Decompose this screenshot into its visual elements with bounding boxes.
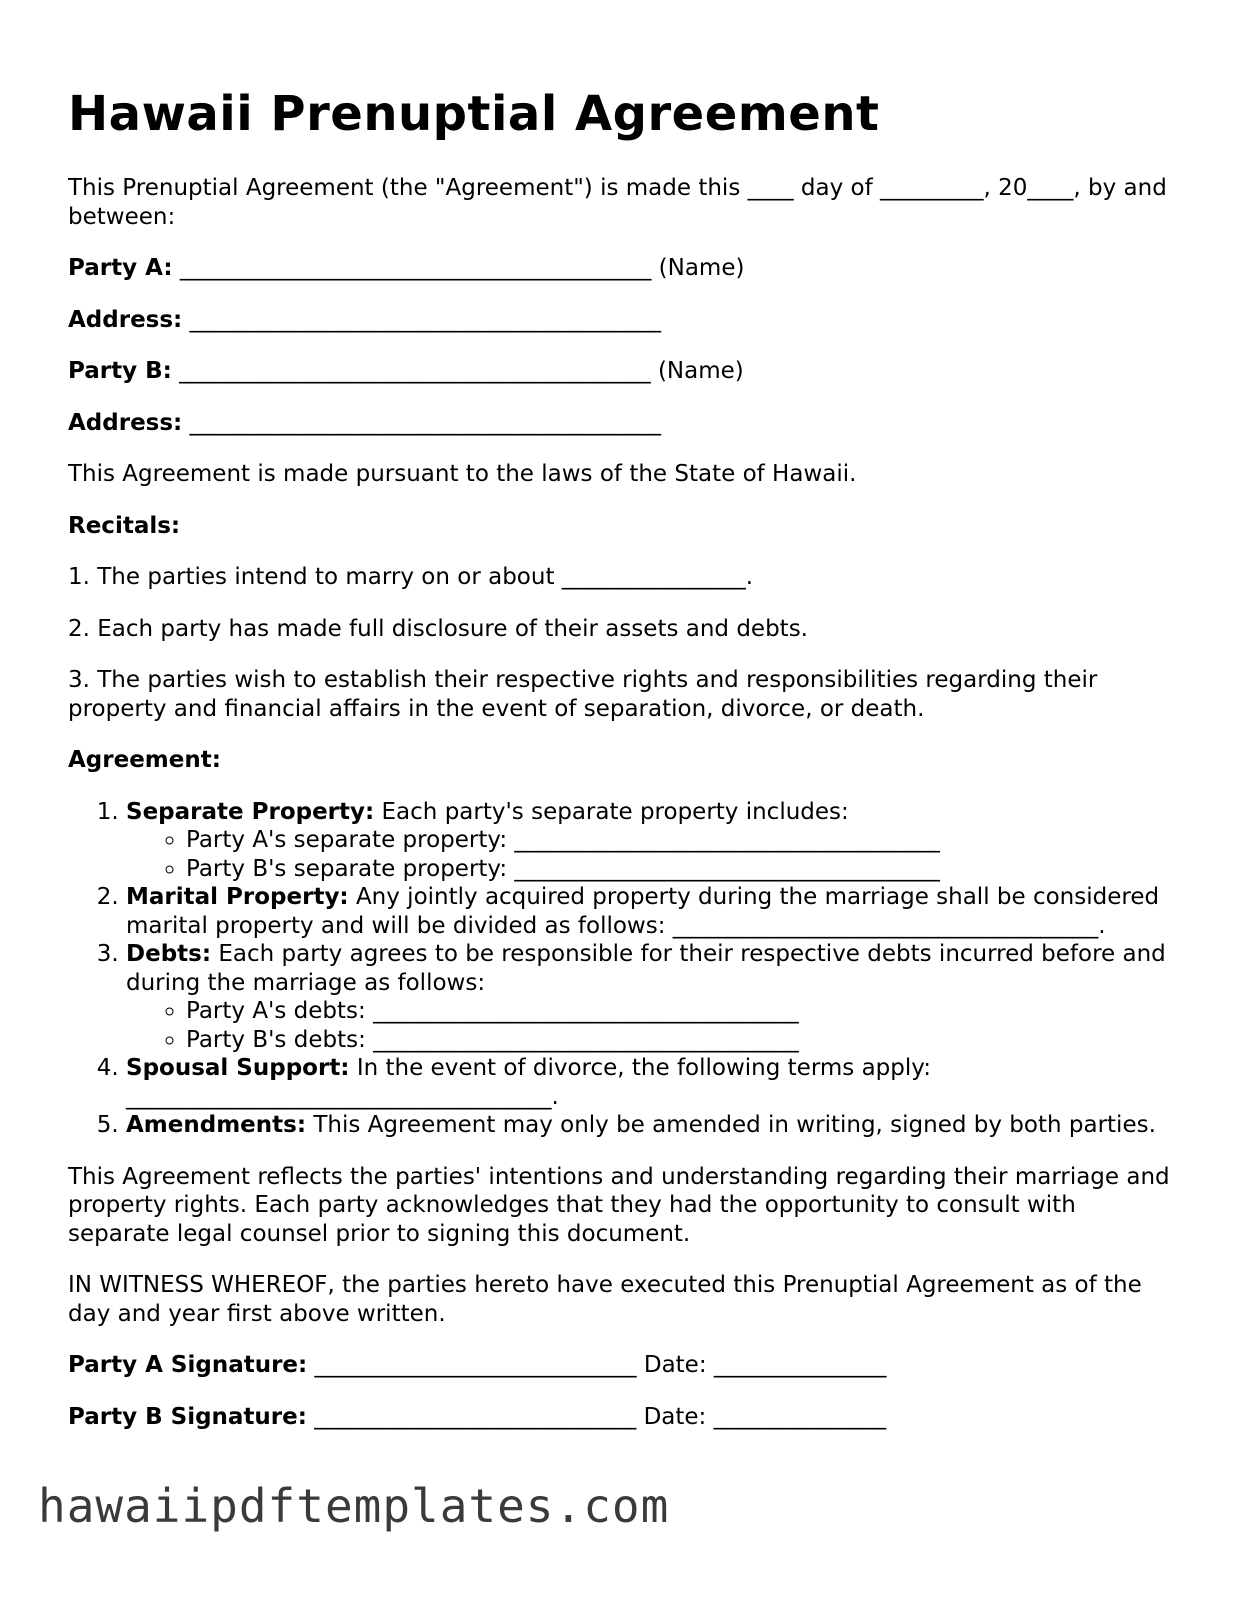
party-a-signature-field: ____________________________ Date: _______________: [307, 1352, 887, 1378]
sub-item: ◦ Party A's separate property: _____________________________________: [186, 826, 1178, 855]
agreement-list: [68, 798, 1178, 1140]
page-title: Hawaii Prenuptial Agreement: [68, 86, 880, 142]
agreement-item-spousal-support: [126, 1054, 1178, 1111]
agreement-item-label: Marital Property:: [126, 884, 349, 910]
party-a-signature-label: Party A Signature:: [68, 1352, 308, 1378]
party-b-signature-line: [68, 1403, 1178, 1432]
recital-item: 2. Each party has made full disclosure of their assets and debts.: [68, 615, 808, 642]
sub-item: ◦ Party A's debts: _____________________________________: [186, 997, 1178, 1026]
address-b-label: Address:: [68, 409, 183, 436]
address-a-line: [68, 306, 1178, 335]
agreement-item-text: Any jointly acquired property during the marriage shall be considered marital property and will be divided as follows: _____________________________________.: [126, 884, 1160, 939]
address-b-line: [68, 409, 1178, 438]
party-b-signature-field: ____________________________ Date: _______________: [306, 1403, 887, 1430]
agreement-item-label: Separate Property:: [126, 798, 375, 825]
agreement-item-label: Amendments:: [126, 1112, 307, 1138]
recital-item: 3. The parties wish to establish their respective rights and responsibilities regarding their property and financial affairs in the event of separation, divorce, or death.: [68, 667, 1098, 722]
address-a-label: Address:: [68, 306, 183, 333]
agreement-item-text: Each party's separate property includes:: [374, 798, 849, 825]
sub-item: ◦ Party B's debts: _____________________________________: [186, 1026, 1178, 1055]
party-b-signature-label: Party B Signature:: [68, 1403, 307, 1430]
party-b-line: [68, 357, 1178, 386]
recital-item: 1. The parties intend to marry on or about ________________.: [68, 564, 754, 590]
agreement-item-separate-property: [126, 798, 1178, 884]
agreement-item-label: Debts:: [126, 941, 212, 967]
document-page: [68, 84, 1178, 1454]
witness-paragraph: IN WITNESS WHEREOF, the parties hereto have executed this Prenuptial Agreement as of the day and year first above written.: [68, 1272, 1142, 1327]
party-b-field: _________________________________________ (Name): [171, 358, 744, 384]
agreement-item-label: Spousal Support:: [126, 1055, 350, 1081]
party-a-signature-line: [68, 1351, 1178, 1380]
recitals-heading: Recitals:: [68, 512, 181, 539]
governing-law: This Agreement is made pursuant to the laws of the State of Hawaii.: [68, 461, 857, 487]
intro-paragraph: This Prenuptial Agreement (the "Agreement") is made this ____ day of _________, 20____, by and between:: [68, 175, 1167, 230]
closing-paragraph: This Agreement reflects the parties' intentions and understanding regarding their marriage and property rights. Each party acknowledges that they had the opportunity to consult with separate legal counsel prior to signing this document.: [68, 1163, 1170, 1247]
party-a-line: [68, 254, 1178, 283]
site-watermark: hawaiipdftemplates.com: [38, 1479, 670, 1533]
sub-list: [126, 997, 1178, 1054]
sub-item: ◦ Party B's separate property: _____________________________________: [186, 855, 1178, 884]
agreement-item-amendments: [126, 1111, 1178, 1140]
address-b-field: _________________________________________: [182, 409, 662, 436]
agreement-item-marital-property: [126, 883, 1178, 940]
party-b-label: Party B:: [68, 358, 172, 384]
agreement-item-debts: [126, 940, 1178, 1054]
party-a-field: _________________________________________ (Name): [172, 255, 745, 281]
address-a-field: _________________________________________: [182, 306, 662, 333]
agreement-heading: Agreement:: [68, 747, 221, 773]
party-a-label: Party A:: [68, 255, 173, 281]
agreement-item-text: In the event of divorce, the following terms apply: _____________________________________.: [126, 1055, 931, 1110]
sub-list: [126, 826, 1178, 883]
agreement-item-text: This Agreement may only be amended in writing, signed by both parties.: [306, 1112, 1156, 1138]
agreement-item-text: Each party agrees to be responsible for their respective debts incurred before and during the marriage as follows:: [126, 941, 1166, 996]
